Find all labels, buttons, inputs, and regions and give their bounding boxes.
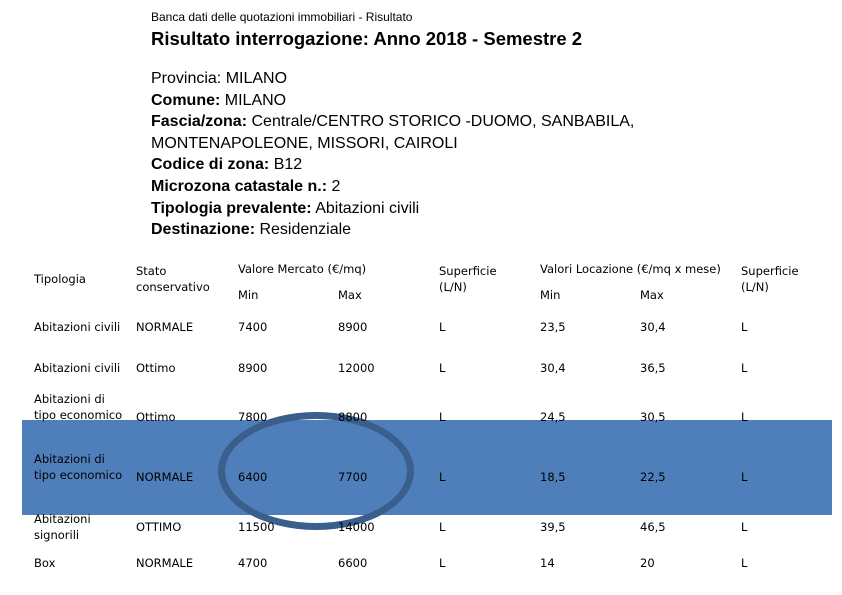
cell-stato: NORMALE bbox=[136, 470, 194, 484]
value: MILANO bbox=[225, 70, 288, 87]
header-min: Min bbox=[238, 288, 259, 302]
info-fascia-cont: MONTENAPOLEONE, MISSORI, CAIROLI bbox=[151, 134, 458, 152]
cell-superficie-loc: L bbox=[741, 410, 748, 424]
cell-min: 7800 bbox=[238, 410, 268, 424]
cell-loc-max: 30,5 bbox=[640, 410, 666, 424]
cell-loc-min: 30,4 bbox=[540, 361, 566, 375]
cell-superficie: L bbox=[439, 410, 446, 424]
cell-superficie: L bbox=[439, 470, 446, 484]
cell-max: 8800 bbox=[338, 410, 368, 424]
cell-stato: NORMALE bbox=[136, 556, 194, 570]
cell-max: 7700 bbox=[338, 470, 368, 484]
value: Residenziale bbox=[259, 221, 352, 239]
cell-tipologia: Abitazioni di tipo economico bbox=[34, 392, 123, 422]
cell-superficie: L bbox=[439, 361, 446, 375]
cell-max: 12000 bbox=[338, 361, 375, 375]
info-provincia bbox=[151, 68, 751, 90]
cell-superficie: L bbox=[439, 556, 446, 570]
cell-min: 11500 bbox=[238, 520, 275, 534]
cell-loc-max: 22,5 bbox=[640, 470, 666, 484]
cell-tipologia: Abitazioni civili bbox=[34, 361, 121, 375]
header-loc-min: Min bbox=[540, 288, 561, 302]
cell-loc-min: 39,5 bbox=[540, 520, 566, 534]
value: 2 bbox=[331, 177, 341, 195]
header-superficie-loc: Superficie (L/N) bbox=[741, 264, 799, 294]
label: Microzona catastale n.: bbox=[151, 177, 328, 195]
cell-superficie: L bbox=[439, 320, 446, 334]
value: Centrale/CENTRO STORICO -DUOMO, SANBABILA, bbox=[251, 113, 635, 131]
label: Destinazione: bbox=[151, 221, 256, 239]
cell-min: 6400 bbox=[238, 470, 268, 484]
cell-max: 14000 bbox=[338, 520, 375, 534]
label: Provincia: bbox=[151, 70, 222, 87]
cell-stato: NORMALE bbox=[136, 320, 194, 334]
cell-tipologia: Abitazioni di tipo economico bbox=[34, 452, 123, 482]
cell-loc-min: 23,5 bbox=[540, 320, 566, 334]
info-destinazione bbox=[151, 219, 751, 241]
header-superficie: Superficie (L/N) bbox=[439, 264, 497, 294]
label: Tipologia prevalente: bbox=[151, 199, 312, 217]
cell-loc-max: 46,5 bbox=[640, 520, 666, 534]
header-loc-max: Max bbox=[640, 288, 664, 302]
label: Fascia/zona: bbox=[151, 113, 248, 131]
header-max: Max bbox=[338, 288, 362, 302]
cell-tipologia: Abitazioni signorili bbox=[34, 512, 91, 542]
zone-info bbox=[151, 68, 751, 241]
page-title: Risultato interrogazione: Anno 2018 - Semestre 2 bbox=[151, 28, 583, 49]
cell-loc-min: 18,5 bbox=[540, 470, 566, 484]
cell-tipologia: Abitazioni civili bbox=[34, 320, 121, 334]
cell-loc-max: 36,5 bbox=[640, 361, 666, 375]
value: Abitazioni civili bbox=[315, 199, 420, 217]
label: Codice di zona: bbox=[151, 156, 270, 174]
info-tipologia bbox=[151, 198, 751, 220]
cell-superficie-loc: L bbox=[741, 470, 748, 484]
highlight-band bbox=[22, 420, 832, 515]
header-tipologia: Tipologia bbox=[34, 272, 86, 286]
cell-min: 7400 bbox=[238, 320, 268, 334]
cell-superficie-loc: L bbox=[741, 320, 748, 334]
cell-max: 8900 bbox=[338, 320, 368, 334]
cell-tipologia: Box bbox=[34, 556, 56, 570]
info-fascia bbox=[151, 111, 751, 133]
info-comune bbox=[151, 90, 751, 112]
cell-min: 8900 bbox=[238, 361, 268, 375]
cell-loc-max: 30,4 bbox=[640, 320, 666, 334]
cell-stato: Ottimo bbox=[136, 410, 176, 424]
info-microzona bbox=[151, 176, 751, 198]
cell-superficie-loc: L bbox=[741, 361, 748, 375]
cell-max: 6600 bbox=[338, 556, 368, 570]
cell-superficie: L bbox=[439, 520, 446, 534]
cell-stato: Ottimo bbox=[136, 361, 176, 375]
page-subtitle: Banca dati delle quotazioni immobiliari - Risultato bbox=[151, 10, 413, 24]
cell-loc-max: 20 bbox=[640, 556, 655, 570]
value: MILANO bbox=[224, 91, 287, 109]
label: Comune: bbox=[151, 91, 221, 109]
header-stato: Stato conservativo bbox=[136, 264, 210, 294]
header-valore-mercato: Valore Mercato (€/mq) bbox=[238, 262, 367, 276]
header-valori-locazione: Valori Locazione (€/mq x mese) bbox=[540, 262, 721, 276]
cell-superficie-loc: L bbox=[741, 520, 748, 534]
cell-min: 4700 bbox=[238, 556, 268, 570]
cell-loc-min: 14 bbox=[540, 556, 555, 570]
cell-superficie-loc: L bbox=[741, 556, 748, 570]
cell-loc-min: 24,5 bbox=[540, 410, 566, 424]
value: B12 bbox=[273, 156, 303, 174]
info-codice bbox=[151, 154, 751, 176]
cell-stato: OTTIMO bbox=[136, 520, 182, 534]
